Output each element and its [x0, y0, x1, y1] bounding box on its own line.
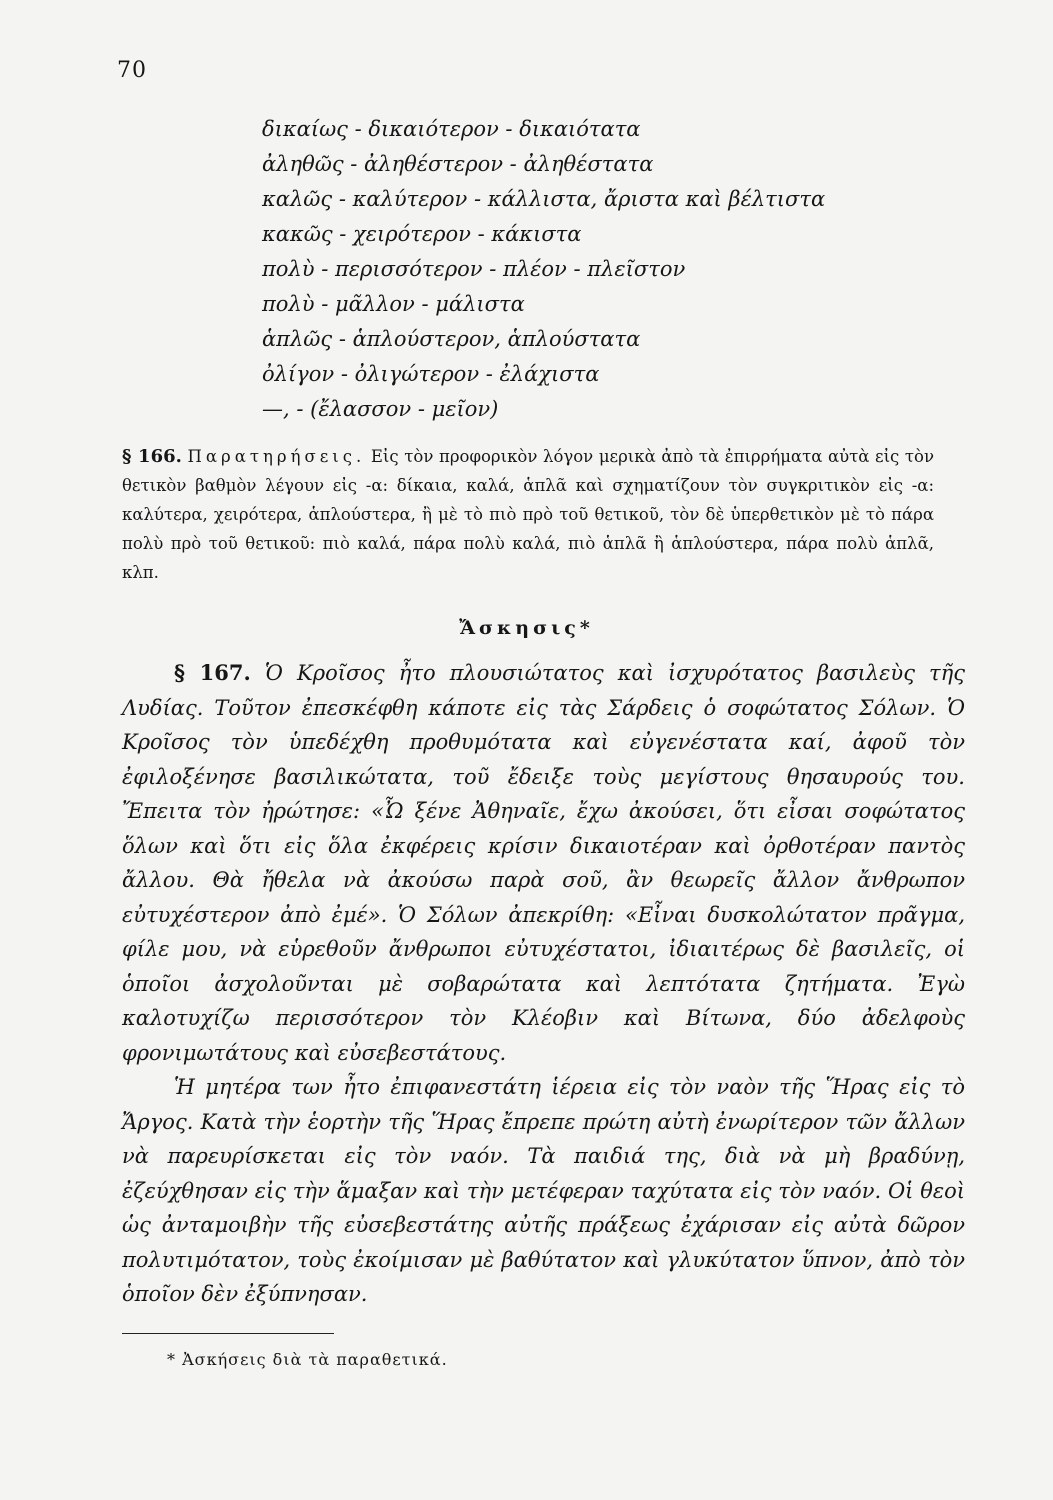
section-number: § 167.	[174, 660, 251, 685]
form-line: —, - (ἔλασσον - μεῖον)	[262, 397, 499, 421]
form-line: πολὺ - περισσότερον - πλέον - πλεῖστον	[262, 257, 686, 281]
story-paragraph	[122, 1070, 965, 1312]
form-line: ἁπλῶς - ἁπλούστερον, ἁπλούστατα	[262, 327, 641, 351]
form-line: δικαίως - δικαιότερον - δικαιότατα	[262, 117, 641, 141]
section-number: § 166.	[122, 446, 182, 467]
observations-text: Εἰς τὸν προφορικὸν λόγον μερικὰ ἀπὸ τὰ ἐπιρρήματα αὐτὰ εἰς τὸν θετικὸν βαθμὸν λέγουν εἰς -α: δίκαια, καλά, ἁπλᾶ καὶ σχηματίζουν τὸν συγκριτικὸν εἰς -α: καλύτερα, χειρότερα, ἁπλούστερα, ἢ μὲ τὸ πιὸ πρὸ τοῦ θετικοῦ, τὸν δὲ ὑπερθετικὸν μὲ τὸ πάρα πολὺ πρὸ τοῦ θετικοῦ: πιὸ καλά, πάρα πολὺ καλά, πιὸ ἁπλᾶ ἢ ἁπλούστερα, πάρα πολὺ ἁπλᾶ, κλπ.	[122, 447, 934, 582]
form-line: πολὺ - μᾶλλον - μάλιστα	[262, 292, 525, 316]
footnote-divider	[122, 1333, 334, 1334]
form-line: κακῶς - χειρότερον - κάκιστα	[262, 222, 582, 246]
observations-paragraph	[122, 442, 934, 587]
adverb-comparison-list	[262, 112, 962, 427]
form-line: ὀλίγον - ὀλιγώτερον - ἐλάχιστα	[262, 362, 600, 386]
page-number: 70	[117, 58, 147, 83]
observations-heading: Παρατηρήσεις.	[187, 447, 366, 466]
footnote: * Ἀσκήσεις διὰ τὰ παραθετικά.	[167, 1350, 448, 1369]
story-paragraph-text: Ἡ μητέρα των ἦτο ἐπιφανεστάτη ἱέρεια εἰς τὸν ναὸν τῆς Ἥρας εἰς τὸ Ἄργος. Κατὰ τὴν ἑορτὴν τῆς Ἥρας ἔπρεπε πρώτη αὐτὴ ἐνωρίτερον τῶν ἄλλων νὰ παρευρίσκεται εἰς τὸν ναόν. Τὰ παιδιά της, διὰ νὰ μὴ βραδύνῃ, ἐζεύχθησαν εἰς τὴν ἅμαξαν καὶ τὴν μετέφεραν ταχύτατα εἰς τὸν ναόν. Οἱ θεοὶ ὡς ἀνταμοιβὴν τῆς εὐσεβεστάτης αὐτῆς πράξεως ἐχάρισαν εἰς αὐτὰ δῶρον πολυτιμότατον, τοὺς ἐκοίμισαν μὲ βαθύτατον καὶ γλυκύτατον ὕπνον, ἀπὸ τὸν ὁποῖον δὲν ἐξύπνησαν.	[122, 1075, 965, 1306]
exercise-heading: Ἄσκησις*	[459, 617, 594, 639]
story-paragraph-text: Ὁ Κροῖσος ἦτο πλουσιώτατος καὶ ἰσχυρότατος βασιλεὺς τῆς Λυδίας. Τοῦτον ἐπεσκέφθη κάποτε εἰς τὰς Σάρδεις ὁ σοφώτατος Σόλων. Ὁ Κροῖσος τὸν ὑπεδέχθη προθυμότατα καὶ εὐγενέστατα καί, ἀφοῦ τὸν ἐφιλοξένησε βασιλικώτατα, τοῦ ἔδειξε τοὺς μεγίστους θησαυρούς του. Ἔπειτα τὸν ἠρώτησε: «Ὦ ξένε Ἀθηναῖε, ἔχω ἀκούσει, ὅτι εἶσαι σοφώτατος ὅλων καὶ ὅτι εἰς ὅλα ἐκφέρεις κρίσιν δικαιοτέραν καὶ ὀρθοτέραν παντὸς ἄλλου. Θὰ ἤθελα νὰ ἀκούσω παρὰ σοῦ, ἂν θεωρεῖς ἄλλον ἄνθρωπον εὐτυχέστερον ἀπὸ ἐμέ». Ὁ Σόλων ἀπεκρίθη: «Εἶναι δυσκολώτατον πρᾶγμα, φίλε μου, νὰ εὑρεθοῦν ἄνθρωποι εὐτυχέστατοι, ἰδιαιτέρως δὲ βασιλεῖς, οἱ ὁποῖοι ἀσχολοῦνται μὲ σοβαρώτατα καὶ λεπτότατα ζητήματα. Ἐγὼ καλοτυχίζω περισσότερον τὸν Κλέοβιν καὶ Βίτωνα, δύο ἀδελφοὺς φρονιμωτάτους καὶ εὐσεβεστάτους.	[122, 661, 965, 1065]
exercise-text	[122, 656, 965, 1312]
form-line: καλῶς - καλύτερον - κάλλιστα, ἄριστα καὶ βέλτιστα	[262, 187, 826, 211]
form-line: ἀληθῶς - ἀληθέστερον - ἀληθέστατα	[262, 152, 654, 176]
story-paragraph	[122, 656, 965, 1070]
